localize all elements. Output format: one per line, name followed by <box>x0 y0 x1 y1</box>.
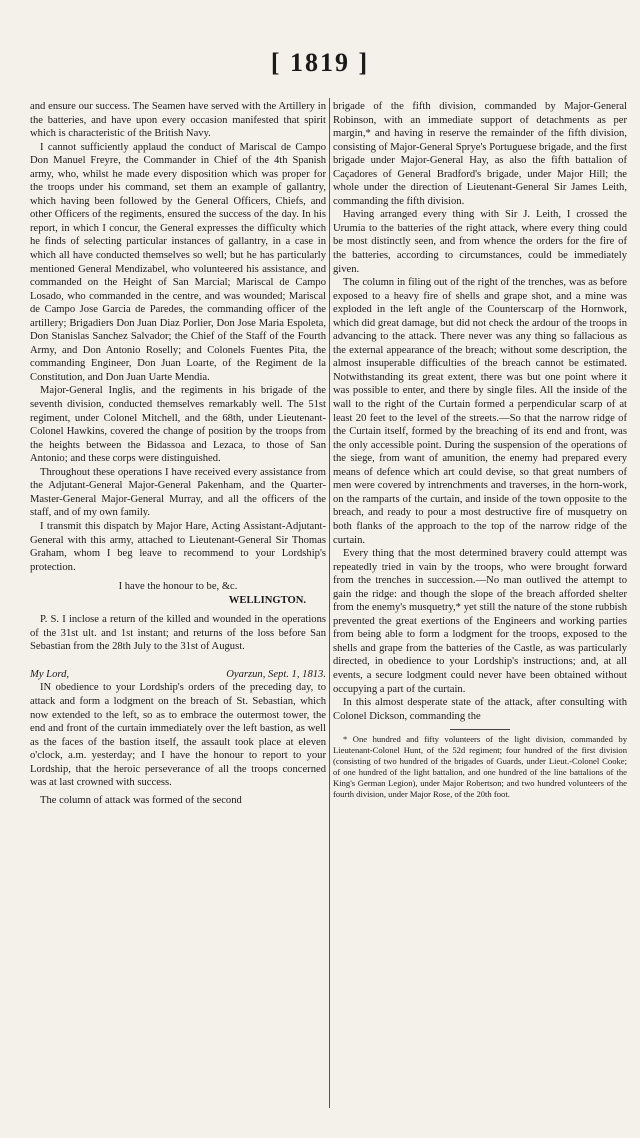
letter-heading <box>30 668 326 682</box>
closing-line: I have the honour to be, &c. <box>118 581 238 593</box>
page-number-header: [ 1819 ] <box>270 48 370 77</box>
dateline: Oyarzun, Sept. 1, 1813. <box>226 668 326 680</box>
paragraph: brigade of the fifth division, commanded by Major-General Robinson, with an immediate support of detachments as per margin,* and having in reserve the remainder of the fifth division, consisting of Major-General Sprye's Portuguese brigade, and the first brigade under Major-General Hay, as also the fifth battalion of Caçadores of General Bradford's brigade, under Major Hill; the whole under the direction of Lieutenant-General Sir James Leith, commanding the fifth division. <box>333 101 627 207</box>
paragraph: I cannot sufficiently applaud the conduct of Mariscal de Campo Don Manuel Freyre, the Commander in Chief of the 4th Spanish army, who, whilst he made every disposition which was proper for the troops under his command, set them an example of gallantry, which having been followed by the General Officers, Chiefs, and other Officers of the regiments, ensured the success of the day. In his report, in which I concur, the General expresses the difficulty which he finds of selecting particular instances of gallantry, in a case in which all have conducted themselves so well; but he has particularly mentioned General Mendizabel, who volunteered his assistance, and commanded on the Height of San Marcial; Mariscal de Campo Losado, who commanded in the centre, and was wounded; Mariscal de Campo Jose Garcia de Paredes, the commanding officer of the artillery; Brigadiers Don Juan Diaz Porlier, Don Jose Maria Espoleta, Don Stanislas Sanchez Salvador; the Chief of the Staff of the Fourth Army, and Don Antonio Roselly; and Colonels Fuentes Pita, the commanding Engineer, Don Juan Loarte, of the Regiment de la Constitution, and Don Juan Uarte Mendia. <box>30 141 326 383</box>
paragraph: Every thing that the most determined bravery could attempt was repeatedly tried in vain by the troops, who were brought forward from the trenches in succession.—No man outlived the attempt to gain the ridge: and though the slope of the breach afforded shelter from the enemy's musquetry,* yet still the nature of the stone rubbish prevented the great exertions of the Engineers and working parties from being able to form a lodgment for the troops, exposed to the shells and grape from the batteries of the Castle, as was particularly directed, in obedience to your Lordship's instructions; and, at all events, a secure lodgment could never have been obtained without occupying a part of the curtain. <box>333 548 627 695</box>
paragraph: The column in filing out of the right of the trenches, was as before exposed to a heavy fire of shells and grape shot, and a mine was exploded in the left angle of the Counterscarp of the Hornwork, which did great damage, but did not check the ardour of the troops in advancing to the attack. There never was any thing so fallacious as the external appearance of the breach; without some description, the almost insuperable difficulties of the breach cannot be estimated. Notwithstanding its great extent, there was but one point where it was possible to enter, and there by single files. All the inside of the wall to the right of the Curtain formed a perpendicular scarp of at least 20 feet to the level of the streets.—So that the narrow ridge of the Curtain itself, formed by the breaching of its end and front, was the only accessible point. During the suspension of the operations of the siege, from want of amunition, the enemy had prepared every means of defence which art could devise, so that great numbers of men were covered by intrenchments and traverses, in the horn-work, on the ramparts of the curtain, and inside of the town opposite to the breach, and ready to pour a most destructive fire of musquetry on both flanks of the approach to the top of the narrow ridge of the curtain. <box>333 277 627 546</box>
salutation: My Lord, <box>30 668 70 680</box>
paragraph: In this almost desperate state of the attack, after consulting with Colonel Dickson, commanding the <box>333 697 627 722</box>
column-divider <box>329 98 330 1108</box>
left-column <box>30 100 326 807</box>
right-column <box>333 100 627 800</box>
paragraph: I transmit this dispatch by Major Hare, Acting Assistant-Adjutant-General with this army, attached to Lieutenant-General Sir Thomas Graham, whom I beg leave to recommend to your Lordship's protection. <box>30 520 326 573</box>
signature: WELLINGTON. <box>228 594 306 606</box>
paragraph: Having arranged every thing with Sir J. Leith, I crossed the Urumia to the batteries of the right attack, where every thing could be most distinctly seen, and from whence the orders for the fire of the batteries, according to circumstances, could be immediately given. <box>333 209 627 275</box>
paragraph: Throughout these operations I have received every assistance from the Adjutant-General Major-General Pakenham, and the Quarter-Master-General Major-General Murray, and all the officers of the staff, and of my own family. <box>30 466 326 519</box>
footnote-rule <box>450 729 510 730</box>
paragraph: and ensure our success. The Seamen have served with the Artillery in the batteries, and have upon every occasion manifested that spirit which is characteristic of the British Navy. <box>30 101 326 140</box>
paragraph: Major-General Inglis, and the regiments in his brigade of the seventh division, conducted themselves remarkably well. The 51st regiment, under Colonel Mitchell, and the 68th, under Lieutenant-Colonel Hawkins, covered the change of position by the troops from the heights between the Bidassoa and Lezaca, to those of San Antonio; and these corps were distinguished. <box>30 385 326 465</box>
postscript: P. S. I inclose a return of the killed and wounded in the operations of the 31st ult. and 1st instant; and returns of the loss before San Sebastian from the 28th July to the 31st of August. <box>30 614 326 653</box>
paragraph: IN obedience to your Lordship's orders of the preceding day, to attack and form a lodgment on the breach of St. Sebastian, which now extended to the left, so as to embrace the outermost tower, the end and front of the curtain immediately over the left bastion, as well as the faces of the bastion itself, the assault took place at eleven o'clock, a.m. yesterday; and I have the honour to report to your Lordship, that the heroic perseverance of all the troops concerned was at last crowned with success. <box>30 682 326 789</box>
footnote: * One hundred and fifty volunteers of the light division, commanded by Lieutenant-Colonel Hunt, of the 52d regiment; four hundred of the first division (consisting of two hundred of the brigades of Guards, under Lieut.-Colonel Cooke; of one hundred of the light battalion, and one hundred of the line battalions of the King's German Legion), under Major Robertson; and two hundred volunteers of the fourth division, under Major Rose, of the 20th foot. <box>333 734 627 800</box>
paragraph: The column of attack was formed of the second <box>40 794 242 806</box>
